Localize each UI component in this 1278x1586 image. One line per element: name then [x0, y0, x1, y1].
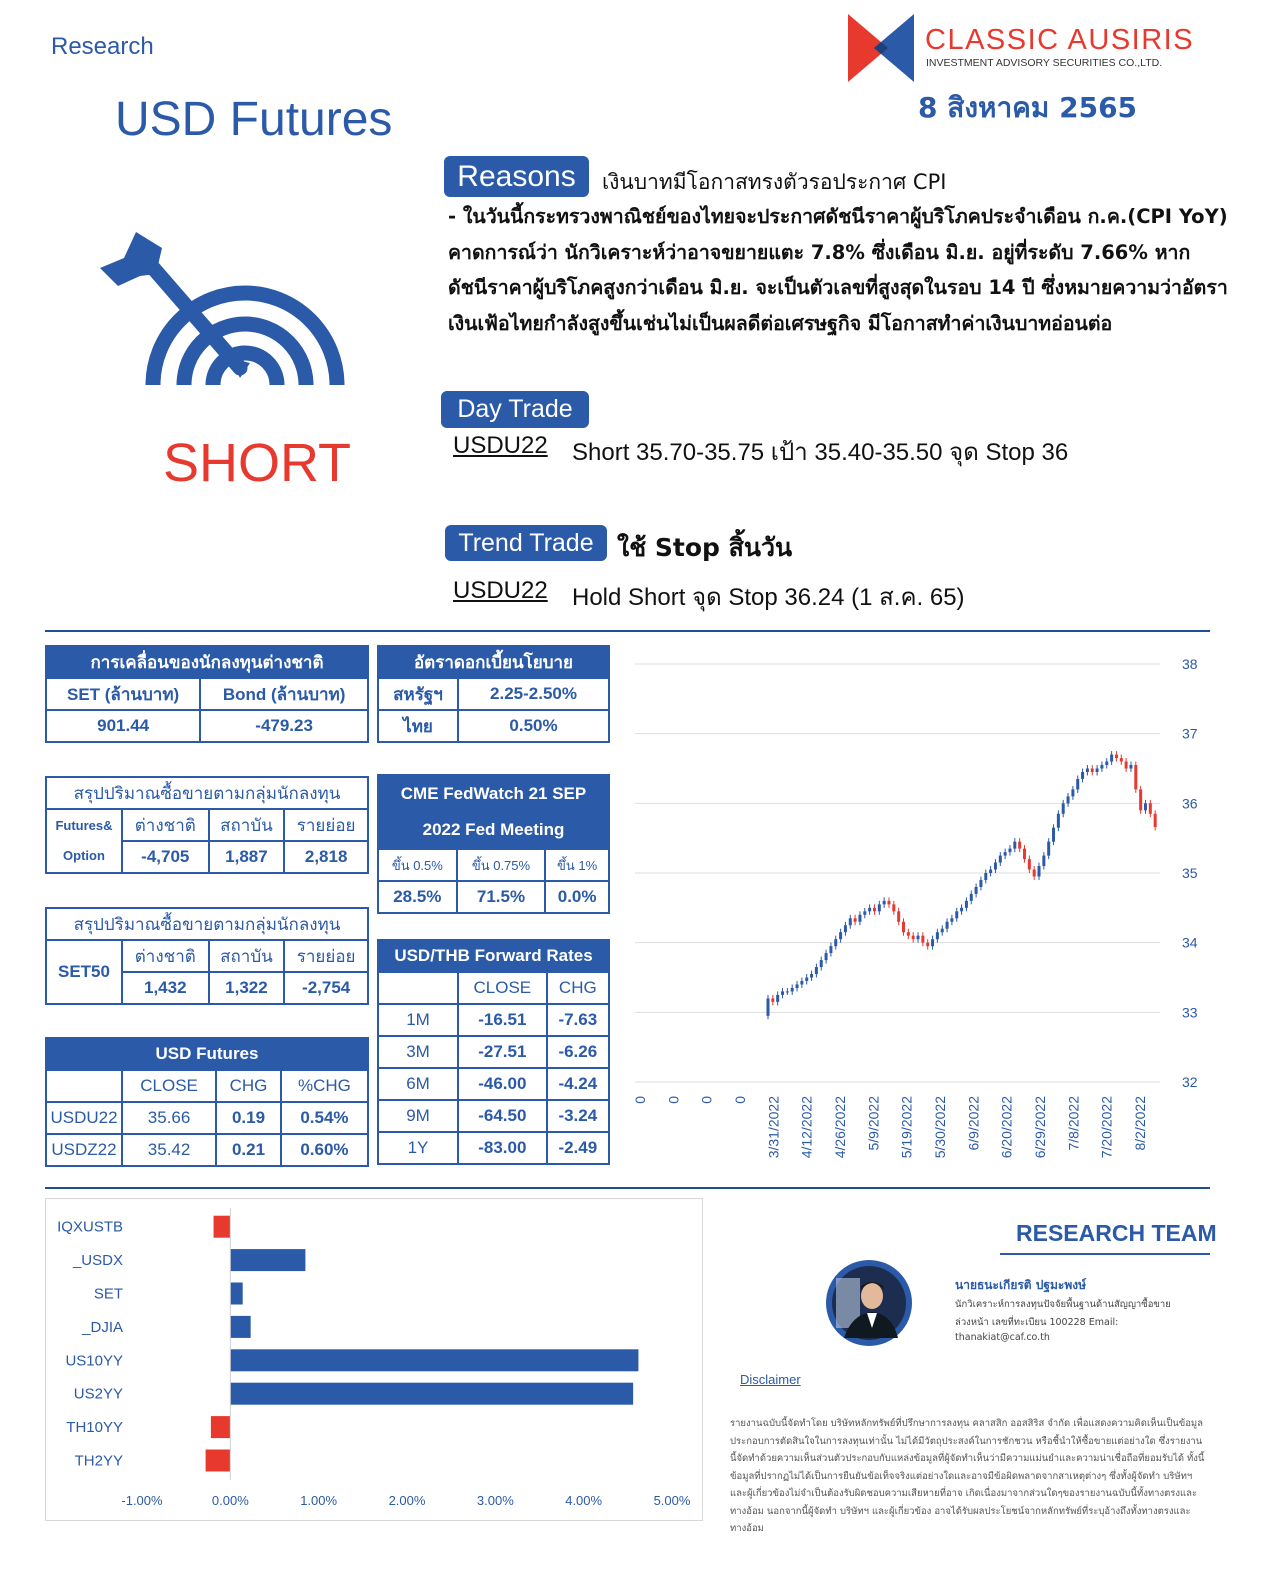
usd-futures-header: CHG	[216, 1070, 281, 1102]
candle-body	[1139, 789, 1142, 810]
bar-category-label: TH10YY	[66, 1419, 123, 1437]
candle-body	[921, 936, 924, 943]
futures-flow-header: สถาบัน	[209, 809, 285, 841]
x-tick-label: 6/29/2022	[1032, 1096, 1048, 1159]
candle-body	[810, 974, 813, 977]
x-tick-label: 4/26/2022	[832, 1096, 848, 1159]
y-tick-label: 34	[1182, 934, 1198, 951]
usd-futures-close: 35.42	[122, 1134, 216, 1166]
candle-body	[975, 887, 978, 894]
forward-close: -46.00	[458, 1068, 547, 1100]
signal-label: SHORT	[163, 433, 352, 493]
disclaimer-text: รายงานฉบับนี้จัดทำโดย บริษัทหลักทรัพย์ที่ปรึกษาการลงทุน คลาสสิก ออสสิริส จำกัด เพื่อแสดงความคิดเห็นเป็นข้อมูลประกอบการตัดสินใจในการลงทุนเท่านั้น ไม่ได้มีวัตถุประสงค์ในการชักชวน หรือชี้นำให้ซื้อขายแต่อย่างใด ซึ่งรายงานนี้จัดทำด้วยความเห็นส่วนตัวประกอบกับแหล่งข้อมูลที่ผู้จัดทำเห็นว่ามีความแม่นยำและความน่าเชื่อถือที่ยอมรับได้ ทั้งนี้ข้อมูลที่ปรากฏไม่ได้เป็นการยืนยันข้อเท็จจริงแต่อย่างใดและอาจมีข้อผิดพลาดจากสาเหตุต่างๆ ซึ่งทั้งผู้จัดทำ บริษัทฯ และผู้เกี่ยวข้องไม่จำเป็นต้องรับผิดชอบความเสียหายที่อาจ เกิดเนื่องมาจากส่วนใดๆของรายงานฉบับนี้ทั้งทางตรงและทางอ้อม นอกจากนี้ผู้จัดทำ บริษัทฯ และผู้เกี่ยวข้อง อาจได้รับผลประโยชน์จากหลักทรัพย์ที่ระบุอ้างถึงทั้งทางตรงและทางอ้อม	[730, 1418, 1205, 1534]
divider-top	[45, 630, 1210, 632]
usd-futures-close: 35.66	[122, 1102, 216, 1134]
usd-futures-pctchg: 0.60%	[281, 1134, 368, 1166]
candle-body	[950, 918, 953, 921]
candle-body	[1110, 755, 1113, 762]
candle-body	[1071, 789, 1074, 796]
candle-body	[863, 911, 866, 914]
set50-flow-header: รายย่อย	[284, 940, 368, 972]
bar-category-label: SET	[93, 1285, 123, 1303]
candle-body	[858, 915, 861, 922]
x-tick-label: 5.00%	[653, 1493, 691, 1508]
fedwatch-header: ขึ้น 1%	[545, 849, 609, 881]
analyst-registration: ล่วงหน้า เลขที่ทะเบียน 100228 Email:	[955, 1317, 1119, 1328]
trend-trade-text: Hold Short จุด Stop 36.24 (1 ส.ค. 65)	[572, 584, 965, 611]
futures-flow-title: สรุปปริมาณซื้อขายตามกลุ่มนักลงทุน	[46, 777, 368, 809]
forward-close: -83.00	[458, 1132, 547, 1164]
candle-body	[984, 873, 987, 880]
forward-close: -16.51	[458, 1004, 547, 1036]
x-tick-label: -1.00%	[121, 1493, 163, 1508]
bar	[230, 1316, 250, 1338]
bar	[211, 1416, 230, 1438]
bar	[230, 1383, 633, 1405]
candle-body	[1038, 866, 1041, 876]
candle-body	[907, 932, 910, 935]
foreign-flow-header: SET (ล้านบาท)	[46, 678, 200, 710]
candle-body	[839, 932, 842, 939]
section-label: Research	[51, 33, 154, 60]
analyst-avatar	[822, 1258, 916, 1348]
trend-trade-note: ใช้ Stop สิ้นวัน	[617, 533, 793, 562]
forward-rates-title: USD/THB Forward Rates	[378, 940, 609, 972]
x-tick-label: 5/9/2022	[865, 1096, 882, 1151]
candle-body	[854, 918, 857, 921]
research-team-underline	[1000, 1253, 1210, 1255]
candle-body	[878, 904, 881, 911]
forward-chg: -3.24	[547, 1100, 609, 1132]
set50-row-label: SET50	[46, 940, 122, 1004]
candle-body	[1062, 803, 1065, 813]
x-tick-label: 7/8/2022	[1065, 1096, 1082, 1151]
research-team-title: RESEARCH TEAM	[1016, 1220, 1217, 1246]
candle-body	[776, 995, 779, 1002]
foreign-flow-title: การเคลื่อนของนักลงทุนต่างชาติ	[46, 646, 368, 678]
target-arrow-icon	[100, 228, 345, 393]
bar	[230, 1249, 305, 1271]
market-change-bar-chart	[45, 1198, 703, 1521]
y-tick-label: 36	[1182, 795, 1198, 812]
candle-body	[989, 870, 992, 873]
candle-body	[815, 967, 818, 974]
set50-flow-header: ต่างชาติ	[122, 940, 209, 972]
futures-flow-label-line2: Option	[63, 848, 105, 863]
usd-futures-blank	[46, 1070, 122, 1102]
candle-body	[970, 894, 973, 901]
disclaimer-link[interactable]: Disclaimer	[740, 1372, 801, 1387]
forward-tenor: 9M	[378, 1100, 458, 1132]
candle-body	[1033, 870, 1036, 877]
candle-body	[844, 925, 847, 932]
candle-body	[873, 908, 876, 911]
set50-flow-header: สถาบัน	[209, 940, 285, 972]
candle-body	[791, 988, 794, 991]
candle-body	[1154, 814, 1157, 827]
candle-body	[979, 880, 982, 887]
set50-flow-value: -2,754	[284, 972, 368, 1004]
candle-body	[946, 922, 949, 929]
candle-body	[883, 901, 886, 904]
candle-body	[834, 939, 837, 946]
y-tick-label: 33	[1182, 1004, 1198, 1021]
usd-futures-header: CLOSE	[122, 1070, 216, 1102]
candle-body	[1129, 765, 1132, 768]
bar-category-label: US2YY	[73, 1385, 123, 1403]
candle-body	[1028, 859, 1031, 869]
candle-body	[1115, 755, 1118, 758]
forward-rates-header: CLOSE	[458, 972, 547, 1004]
foreign-flow-value: 901.44	[46, 710, 200, 742]
bar-category-label: TH2YY	[74, 1452, 123, 1470]
bar	[230, 1349, 638, 1371]
candle-body	[941, 929, 944, 932]
candle-body	[955, 911, 958, 918]
candle-body	[868, 908, 871, 911]
trend-trade-badge: Trend Trade	[445, 525, 607, 561]
x-tick-label: 1.00%	[300, 1493, 338, 1508]
candle-body	[1105, 762, 1108, 765]
day-trade-text: Short 35.70-35.75 เป้า 35.40-35.50 จุด Stop 36	[572, 439, 1069, 466]
candle-body	[1023, 849, 1026, 859]
candle-body	[931, 939, 934, 946]
divider-middle	[45, 1187, 1210, 1189]
candle-body	[1042, 856, 1045, 866]
usd-futures-pctchg: 0.54%	[281, 1102, 368, 1134]
set50-flow-value: 1,432	[122, 972, 209, 1004]
forward-close: -64.50	[458, 1100, 547, 1132]
reasons-badge: Reasons	[444, 156, 589, 197]
futures-flow-value: 1,887	[209, 841, 285, 873]
forward-rates-table	[377, 939, 610, 1165]
bar-category-label: US10YY	[65, 1352, 123, 1370]
policy-rate-table	[377, 645, 610, 743]
candle-body	[800, 981, 803, 984]
policy-rate-country: สหรัฐฯ	[378, 678, 458, 710]
candle-body	[994, 863, 997, 870]
candle-body	[897, 911, 900, 921]
x-tick-label: 7/20/2022	[1098, 1096, 1115, 1159]
y-tick-label: 32	[1182, 1074, 1198, 1090]
candle-body	[1047, 842, 1050, 856]
x-tick-label: 0	[732, 1096, 748, 1104]
candle-body	[1076, 779, 1079, 789]
candle-body	[825, 953, 828, 960]
candle-body	[1086, 769, 1089, 772]
forward-chg: -2.49	[547, 1132, 609, 1164]
x-tick-label: 6/20/2022	[998, 1096, 1015, 1159]
fedwatch-table	[377, 774, 610, 914]
futures-flow-value: -4,705	[122, 841, 209, 873]
usd-futures-header: %CHG	[281, 1070, 368, 1102]
candle-body	[887, 901, 890, 904]
policy-rate-value: 0.50%	[458, 710, 609, 742]
forward-chg: -7.63	[547, 1004, 609, 1036]
candle-body	[1067, 796, 1070, 803]
candle-body	[796, 984, 799, 987]
candle-body	[771, 998, 774, 1001]
set50-flow-value: 1,322	[209, 972, 285, 1004]
candle-body	[1096, 769, 1099, 772]
foreign-flow-header: Bond (ล้านบาท)	[200, 678, 368, 710]
usd-futures-table	[45, 1037, 369, 1167]
analyst-email: thanakiat@caf.co.th	[955, 1332, 1050, 1343]
x-tick-label: 0	[698, 1096, 715, 1104]
usd-futures-symbol: USDZ22	[46, 1134, 122, 1166]
futures-flow-header: ต่างชาติ	[122, 809, 209, 841]
bar-category-label: IQXUSTB	[57, 1218, 123, 1236]
forward-close: -27.51	[458, 1036, 547, 1068]
candle-body	[805, 978, 808, 981]
reasons-headline: เงินบาทมีโอกาสทรงตัวรอประกาศ CPI	[602, 170, 947, 194]
fedwatch-title-line1: CME FedWatch 21 SEP	[400, 784, 587, 803]
day-trade-symbol: USDU22	[453, 432, 548, 459]
candle-body	[926, 943, 929, 946]
usd-futures-chg: 0.21	[216, 1134, 281, 1166]
fedwatch-title-line2: 2022 Fed Meeting	[422, 820, 565, 839]
trend-trade-symbol: USDU22	[453, 577, 548, 604]
report-date: 8 สิงหาคม 2565	[918, 91, 1138, 124]
x-tick-label: 0	[665, 1096, 682, 1104]
candle-body	[1057, 814, 1060, 828]
candle-body	[1144, 803, 1147, 810]
bar	[206, 1450, 231, 1472]
candle-body	[999, 856, 1002, 863]
fedwatch-value: 0.0%	[545, 881, 609, 913]
candle-body	[849, 918, 852, 925]
company-name: CLASSIC AUSIRIS	[925, 24, 1195, 56]
x-tick-label: 6/9/2022	[965, 1096, 982, 1151]
x-tick-label: 2.00%	[388, 1493, 426, 1508]
candle-body	[820, 960, 823, 967]
candle-body	[1100, 765, 1103, 768]
candle-body	[1125, 762, 1128, 769]
company-logo-icon	[848, 14, 914, 82]
x-tick-label: 3.00%	[476, 1493, 514, 1508]
page-title: USD Futures	[115, 93, 393, 146]
y-tick-label: 38	[1182, 656, 1198, 672]
candle-body	[1013, 842, 1016, 849]
policy-rate-country: ไทย	[378, 710, 458, 742]
fedwatch-header: ขึ้น 0.5%	[378, 849, 457, 881]
y-tick-label: 37	[1182, 725, 1198, 742]
futures-flow-value: 2,818	[284, 841, 368, 873]
day-trade-badge: Day Trade	[441, 391, 589, 428]
set50-flow-title: สรุปปริมาณซื้อขายตามกลุ่มนักลงทุน	[46, 908, 368, 940]
fedwatch-value: 71.5%	[457, 881, 546, 913]
forward-chg: -6.26	[547, 1036, 609, 1068]
candle-body	[781, 991, 784, 994]
candle-body	[1149, 803, 1152, 813]
x-tick-label: 5/19/2022	[898, 1096, 915, 1159]
x-tick-label: 3/31/2022	[765, 1096, 782, 1159]
reasons-body: - ในวันนี้กระทรวงพาณิชย์ของไทยจะประกาศดัชนีราคาผู้บริโภคประจำเดือน ก.ค.(CPI YoY) คาดการณ์ว่า นักวิเคราะห์ว่าอาจขยายแตะ 7.8% ซึ่งเดือน มิ.ย. อยู่ที่ระดับ 7.66% หากดัชนีราคาผู้บริโภคสูงกว่าเดือน มิ.ย. จะเป็นตัวเลขที่สูงสุดในรอบ 14 ปี ซึ่งหมายความว่าอัตราเงินเฟ้อไทยกำลังสูงขึ้นเช่นไม่เป็นผลดีต่อเศรษฐกิจ มีโอกาสทำค่าเงินบาทอ่อนต่อ	[448, 205, 1228, 335]
candle-body	[1004, 852, 1007, 855]
candle-body	[829, 946, 832, 953]
x-tick-label: 0.00%	[211, 1493, 249, 1508]
usd-futures-title: USD Futures	[46, 1038, 368, 1070]
usd-futures-chg: 0.19	[216, 1102, 281, 1134]
forward-chg: -4.24	[547, 1068, 609, 1100]
x-tick-label: 8/2/2022	[1132, 1096, 1148, 1151]
candle-body	[1052, 828, 1055, 842]
analyst-role: นักวิเคราะห์การลงทุนปัจจัยพื้นฐานด้านสัญญาซื้อขาย	[955, 1299, 1171, 1310]
candle-body	[892, 904, 895, 911]
candle-body	[767, 998, 770, 1015]
usd-futures-candlestick-chart	[620, 645, 1210, 1180]
candle-body	[917, 936, 920, 939]
futures-flow-header: รายย่อย	[284, 809, 368, 841]
candle-body	[1081, 772, 1084, 779]
forward-tenor: 1Y	[378, 1132, 458, 1164]
policy-rate-value: 2.25-2.50%	[458, 678, 609, 710]
forward-rates-header: CHG	[547, 972, 609, 1004]
candle-body	[1008, 849, 1011, 852]
policy-rate-title: อัตราดอกเบี้ยนโยบาย	[378, 646, 609, 678]
x-tick-label: 4/12/2022	[798, 1096, 815, 1159]
forward-tenor: 1M	[378, 1004, 458, 1036]
candle-body	[786, 991, 789, 992]
candle-body	[965, 901, 968, 908]
futures-flow-table	[45, 776, 369, 874]
candle-body	[1120, 758, 1123, 761]
analyst-name: นายธนะเกียรติ ปฐมะพงษ์	[955, 1278, 1087, 1292]
y-tick-label: 35	[1182, 865, 1198, 881]
fedwatch-title	[378, 775, 609, 849]
candle-body	[912, 936, 915, 939]
bar-category-label: _DJIA	[82, 1318, 123, 1336]
candle-body	[1091, 769, 1094, 772]
fedwatch-value: 28.5%	[378, 881, 457, 913]
candle-body	[902, 922, 905, 932]
futures-flow-label-line1: Futures&	[55, 818, 113, 833]
candle-body	[936, 932, 939, 939]
candle-body	[1134, 765, 1137, 789]
candle-body	[1018, 842, 1021, 849]
fedwatch-header: ขึ้น 0.75%	[457, 849, 546, 881]
company-subtitle: INVESTMENT ADVISORY SECURITIES CO.,LTD.	[926, 57, 1163, 69]
usd-futures-symbol: USDU22	[46, 1102, 122, 1134]
forward-tenor: 6M	[378, 1068, 458, 1100]
set50-flow-table	[45, 907, 369, 1005]
candle-body	[960, 908, 963, 911]
forward-tenor: 3M	[378, 1036, 458, 1068]
bar-category-label: _USDX	[72, 1252, 123, 1270]
futures-flow-row-label	[46, 809, 122, 873]
x-tick-label: 0	[632, 1096, 648, 1104]
x-tick-label: 5/30/2022	[932, 1096, 948, 1159]
x-tick-label: 4.00%	[565, 1493, 603, 1508]
forward-rates-blank	[378, 972, 458, 1004]
bar	[214, 1216, 231, 1238]
bar	[230, 1283, 242, 1305]
foreign-flow-value: -479.23	[200, 710, 368, 742]
foreign-flow-table	[45, 645, 369, 743]
